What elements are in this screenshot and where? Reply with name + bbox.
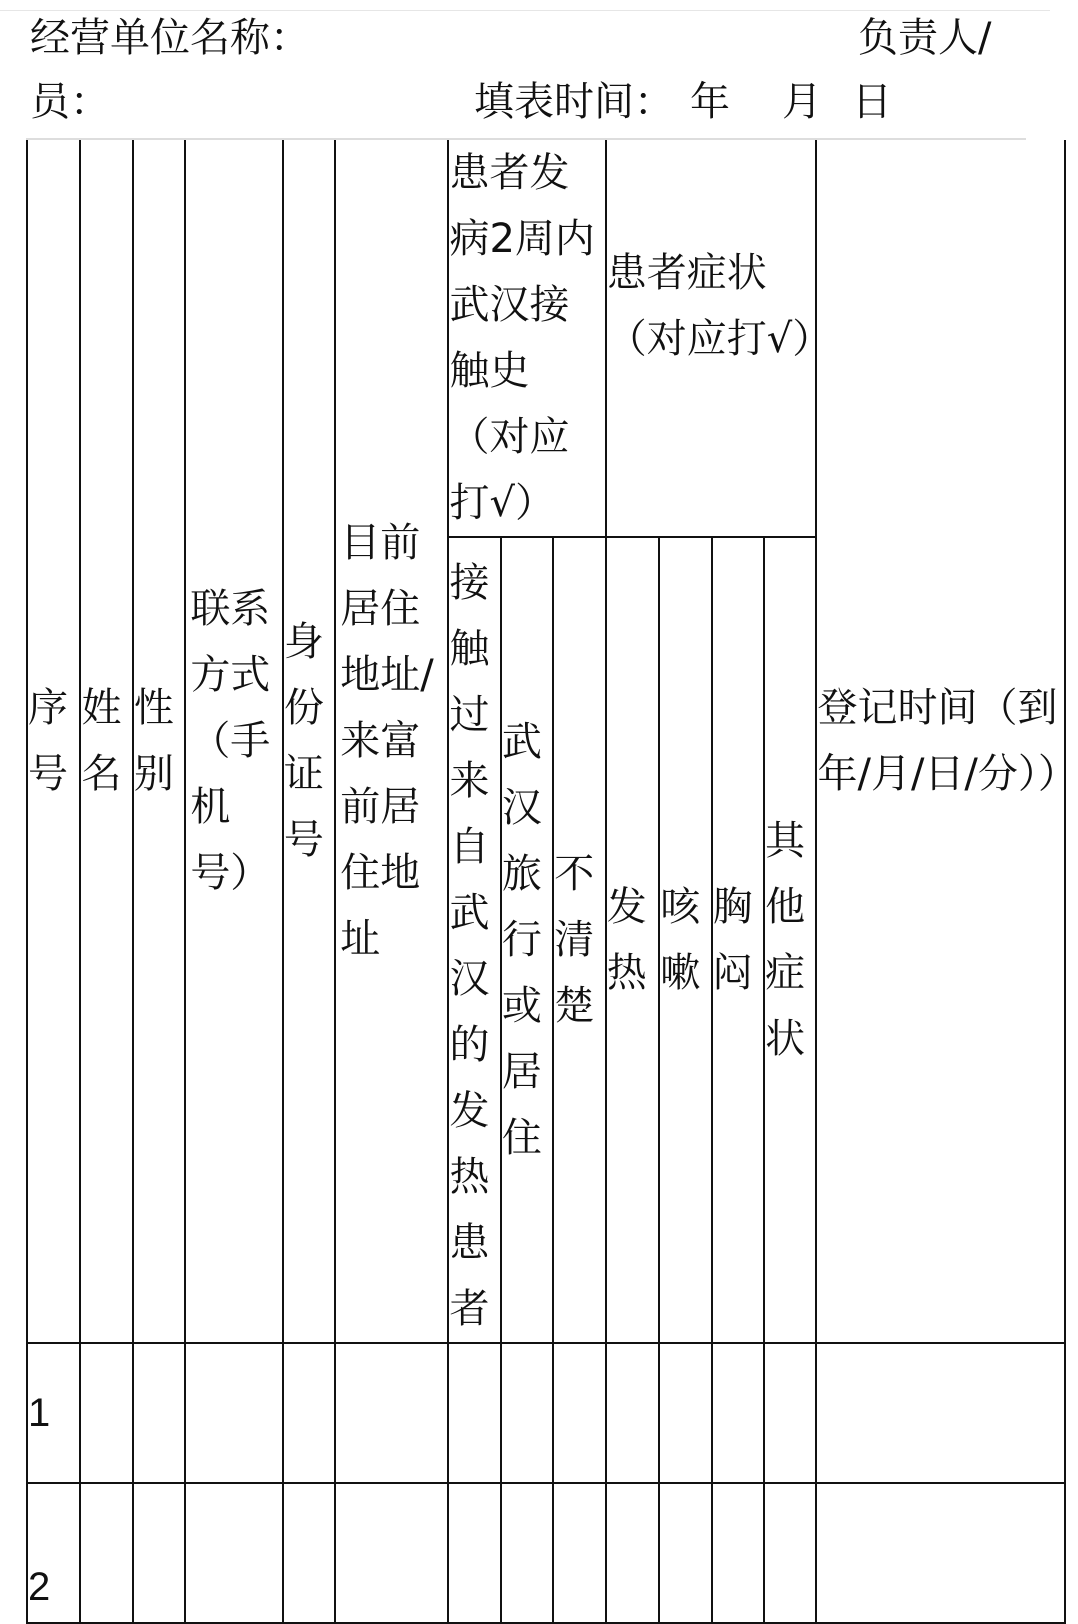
col-header-unclear: 不清楚: [553, 537, 605, 1343]
col-group-wuhan-history: 患者发病2周内武汉接触史（对应打√）: [448, 140, 605, 537]
cell-contact-fever-patient[interactable]: [448, 1343, 500, 1483]
col-header-name: 姓名: [80, 140, 132, 1343]
col-header-address: 目前居住地址/来富前居住地址: [335, 140, 448, 1343]
col-header-wuhan-travel: 武汉旅行或居住: [501, 537, 553, 1343]
registration-table: [26, 140, 1078, 1624]
row-serial: 2: [27, 1483, 80, 1623]
col-header-id-number: 身份证号: [283, 140, 335, 1343]
cell-registration-time[interactable]: [816, 1483, 1065, 1623]
business-unit-label: 经营单位名称：: [30, 15, 310, 61]
col-header-chest-tightness: 胸闷: [712, 537, 764, 1343]
cell-address[interactable]: [335, 1343, 448, 1483]
staff-label: 员：: [30, 79, 110, 125]
cell-wuhan-travel[interactable]: [501, 1483, 553, 1623]
cell-fever[interactable]: [606, 1343, 659, 1483]
col-header-cough: 咳嗽: [659, 537, 711, 1343]
cell-chest-tightness[interactable]: [712, 1343, 764, 1483]
cell-other-symptoms[interactable]: [764, 1343, 816, 1483]
day-label: 日: [852, 79, 892, 125]
cell-contact[interactable]: [185, 1483, 283, 1623]
year-label: 年: [690, 79, 730, 125]
registration-table-viewport: [26, 140, 1078, 1609]
cell-name[interactable]: [80, 1343, 132, 1483]
cell-contact[interactable]: [185, 1343, 283, 1483]
month-label: 月: [782, 79, 822, 125]
cell-chest-tightness[interactable]: [712, 1483, 764, 1623]
col-header-fever: 发热: [606, 537, 659, 1343]
table-row: [27, 1343, 1065, 1483]
col-header-contact: 联系方式（手机号）: [185, 140, 283, 1343]
cell-gender[interactable]: [133, 1343, 185, 1483]
cell-id-number[interactable]: [283, 1483, 335, 1623]
col-group-symptoms: 患者症状（对应打√）: [606, 140, 817, 537]
responsible-person-label: 负责人/: [858, 15, 992, 61]
table-row: [27, 1483, 1065, 1623]
cell-wuhan-travel[interactable]: [501, 1343, 553, 1483]
cell-address[interactable]: [335, 1483, 448, 1623]
cell-name[interactable]: [80, 1483, 132, 1623]
col-header-contact-fever-patient: 接触过来自武汉的发热患者: [448, 537, 500, 1343]
cell-registration-time[interactable]: [816, 1343, 1065, 1483]
col-header-registration-time: 登记时间（到年/月/日/分））: [816, 140, 1065, 1343]
fill-time-label: 填表时间：: [474, 79, 674, 125]
cell-cough[interactable]: [659, 1343, 711, 1483]
col-header-serial: 序号: [27, 140, 80, 1343]
cell-cough[interactable]: [659, 1483, 711, 1623]
col-header-gender: 性别: [133, 140, 185, 1343]
cell-id-number[interactable]: [283, 1343, 335, 1483]
cell-unclear[interactable]: [553, 1483, 605, 1623]
col-header-other-symptoms: 其他症状: [764, 537, 816, 1343]
row-serial: 1: [27, 1343, 80, 1483]
cell-gender[interactable]: [133, 1483, 185, 1623]
cell-fever[interactable]: [606, 1483, 659, 1623]
cell-unclear[interactable]: [553, 1343, 605, 1483]
top-divider: [0, 10, 1050, 11]
cell-other-symptoms[interactable]: [764, 1483, 816, 1623]
cell-contact-fever-patient[interactable]: [448, 1483, 500, 1623]
